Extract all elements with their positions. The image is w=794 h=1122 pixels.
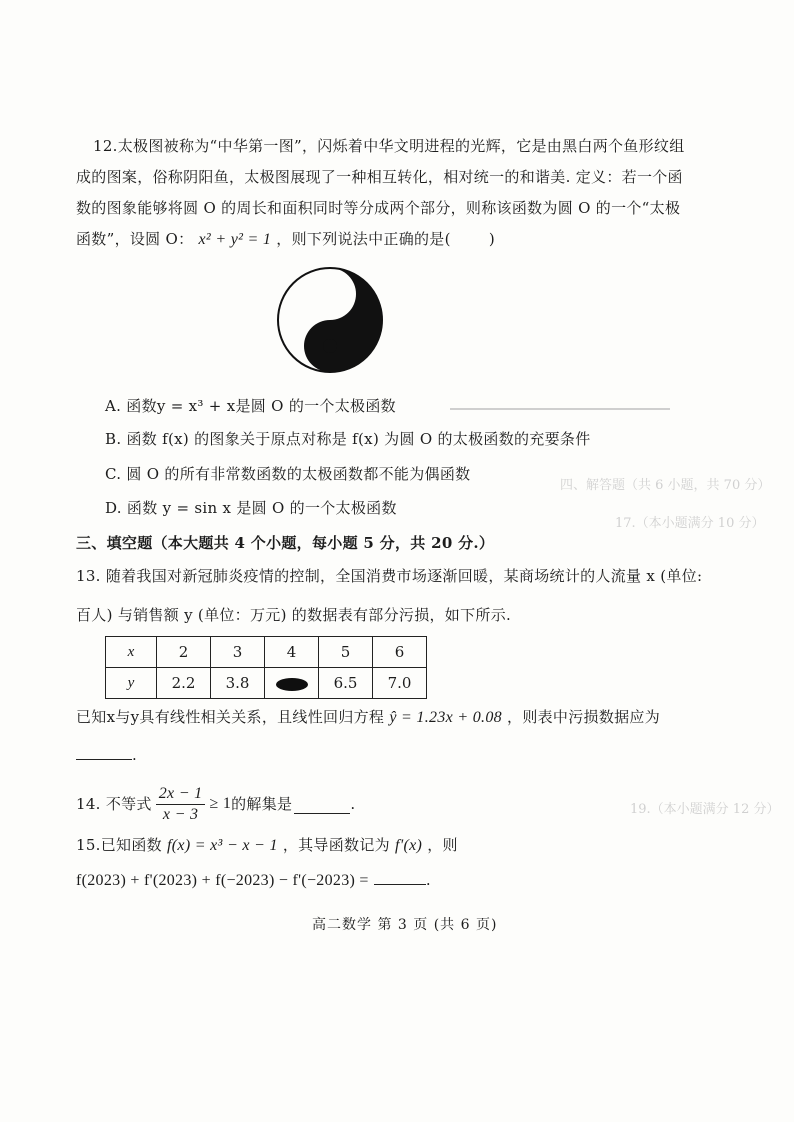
- answer-blank: [76, 745, 132, 760]
- bleed-through-number-line: [450, 408, 670, 410]
- inequality-relation: ≥ 1: [209, 795, 232, 812]
- fraction-numerator: 2x − 1: [156, 784, 206, 805]
- table-cell: 4: [265, 637, 319, 668]
- q13-answer-line: [76, 745, 137, 765]
- q12-line-3: 数的图象能够将圆 O 的周长和面积同时等分成两个部分，则称该函数为圆 O 的一个“太极: [76, 199, 681, 217]
- option-b: B. 函数 f(x) 的图象关于原点对称是 f(x) 为圆 O 的太极函数的充要条件: [105, 430, 591, 448]
- table-cell: 3: [211, 637, 265, 668]
- option-d: D. 函数 y = sin x 是圆 O 的一个太极函数: [105, 499, 397, 517]
- q14-prefix: 14. 不等式: [76, 795, 152, 813]
- table-cell: 7.0: [373, 668, 427, 699]
- table-cell-smudged: [265, 668, 319, 699]
- answer-blank: [294, 795, 350, 814]
- option-c: C. 圆 O 的所有非常数函数的太极函数都不能为偶函数: [105, 465, 471, 483]
- q15-line-1: [76, 835, 458, 856]
- period: .: [132, 746, 138, 764]
- q12-question: ，则下列说法中正确的是(: [276, 230, 451, 248]
- ink-smudge: [276, 678, 308, 691]
- q12-line-2: 成的图案，俗称阴阳鱼，太极图展现了一种相互转化，相对统一的和谐美. 定义：若一个函: [76, 168, 683, 186]
- q15-mid: ，其导函数记为: [282, 836, 390, 854]
- q15-expression: f(2023) + f'(2023) + f(−2023) − f'(−2023) =: [76, 872, 369, 889]
- period: .: [425, 871, 431, 889]
- fraction-denominator: x − 3: [162, 805, 199, 823]
- q15-line-2: [76, 870, 431, 891]
- q14-line: [76, 782, 355, 826]
- answer-blank: [374, 870, 426, 885]
- section-heading: 三、填空题（本大题共 4 个小题，每小题 5 分，共 20 分.）: [76, 534, 495, 552]
- bleed-through-text: 四、解答题（共 6 小题，共 70 分）: [560, 478, 771, 493]
- derivative-notation: f'(x): [395, 837, 423, 854]
- q15-prefix: 15.已知函数: [76, 836, 162, 854]
- q12-answer-paren: ): [488, 230, 496, 248]
- table-cell: 6: [373, 637, 427, 668]
- q13-premise: 已知x与y具有线性相关关系，且线性回归方程: [76, 708, 385, 726]
- q14-suffix: 的解集是: [231, 795, 293, 813]
- inequality-fraction: [156, 784, 206, 825]
- table-header-y: y: [106, 668, 157, 699]
- page-footer: 高二数学 第 3 页 (共 6 页): [312, 917, 498, 933]
- q15-then: ，则: [427, 836, 458, 854]
- data-table: [105, 636, 427, 699]
- q13-line-1: 13. 随着我国对新冠肺炎疫情的控制，全国消费市场逐渐回暖，某商场统计的人流量 x (单位:: [76, 567, 703, 585]
- q12-line-1: 12.太极图被称为“中华第一图”，闪烁着中华文明进程的光辉，它是由黑白两个鱼形纹组: [93, 137, 685, 155]
- table-row: [106, 668, 427, 699]
- q13-question: ，则表中污损数据应为: [507, 708, 661, 726]
- bleed-through-text: 19.（本小题满分 12 分）: [630, 802, 780, 817]
- q13-line-2: 百人) 与销售额 y (单位：万元) 的数据表有部分污损，如下所示.: [76, 606, 512, 624]
- q12-line-4: [76, 229, 495, 250]
- function-definition: f(x) = x³ − x − 1: [167, 837, 278, 854]
- table-cell: 2.2: [157, 668, 211, 699]
- table-header-x: x: [106, 637, 157, 668]
- circle-equation: x² + y² = 1: [198, 231, 272, 248]
- table-cell: 2: [157, 637, 211, 668]
- q13-line-3: [76, 707, 660, 728]
- option-a: A. 函数y = x³ + x是圆 O 的一个太极函数: [105, 397, 396, 415]
- table-cell: 6.5: [319, 668, 373, 699]
- taiji-figure: [275, 265, 385, 375]
- regression-equation: ŷ = 1.23x + 0.08: [389, 709, 502, 726]
- period: .: [350, 795, 356, 813]
- q12-circle-label: 函数”，设圆 O：: [76, 230, 194, 248]
- table-cell: 3.8: [211, 668, 265, 699]
- table-row: [106, 637, 427, 668]
- bleed-through-text: 17.（本小题满分 10 分）: [615, 516, 765, 531]
- table-cell: 5: [319, 637, 373, 668]
